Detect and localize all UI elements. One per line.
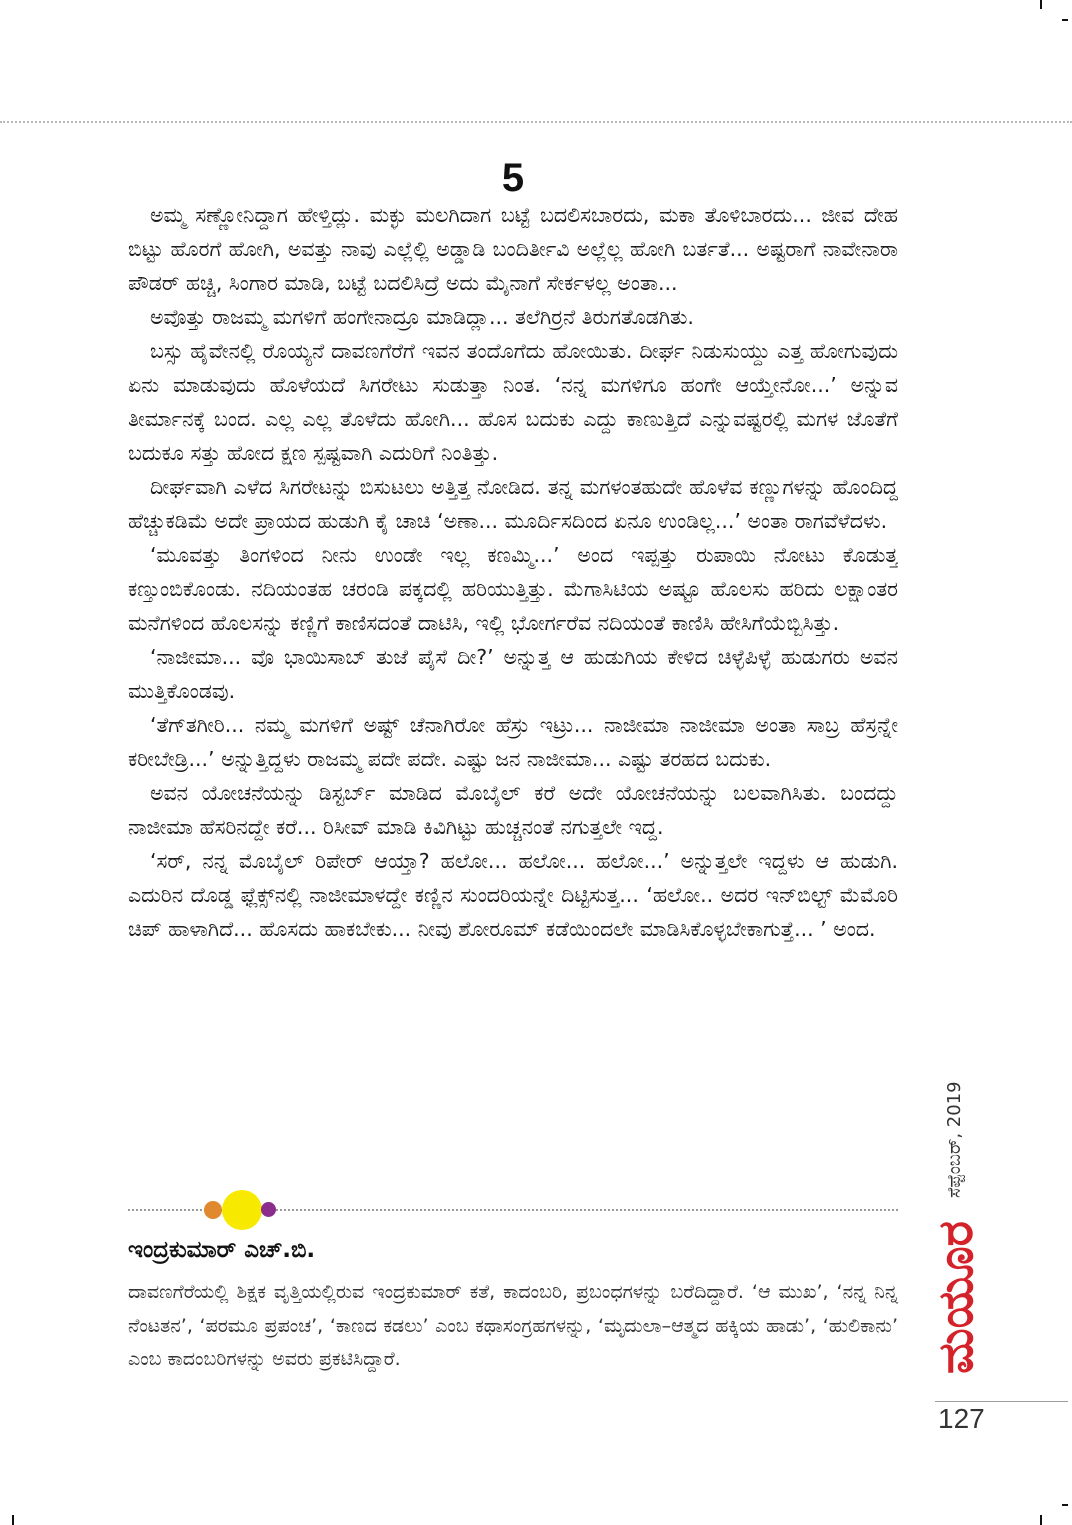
crop-mark-bottom-left — [12, 1515, 14, 1525]
crop-mark-right-top — [1062, 19, 1068, 21]
story-paragraph: ಅವೊತ್ತು ರಾಜಮ್ಮ ಮಗಳಿಗೆ ಹಂಗೇನಾದ್ರೂ ಮಾಡಿದ್ಲಾ... ತಲೆಗಿರ್ರನೆ ತಿರುಗತೊಡಗಿತು. — [150, 305, 694, 329]
crop-mark-right-bottom — [1062, 1504, 1068, 1506]
story-paragraph: ಅವನ ಯೋಚನೆಯನ್ನು ಡಿಸ್ಟರ್ಬ್ ಮಾಡಿದ ಮೊಬೈಲ್ ಕರೆ ಅದೇ ಯೋಚನೆಯನ್ನು ಬಲವಾಗಿಸಿತು. ಬಂದದ್ದು ನಾಜೀಮಾ ಹೆಸರಿನದ್ದೇ ಕರೆ... ರಿಸೀವ್ ಮಾಡಿ ಕಿವಿಗಿಟ್ಟು ಹುಚ್ಚನಂತೆ ನಗುತ್ತಲೇ ಇದ್ದ. — [128, 781, 898, 839]
story-paragraph: ಬಸ್ಸು ಹೈವೇನಲ್ಲಿ ರೊಯ್ಯನೆ ದಾವಣಗೆರೆಗೆ ಇವನ ತಂದೊಗೆದು ಹೋಯಿತು. ದೀರ್ಘ ನಿಡುಸುಯ್ದು ಎತ್ತ ಹೋಗುವುದು ಏನು ಮಾಡುವುದು ಹೊಳೆಯದೆ ಸಿಗರೇಟು ಸುಡುತ್ತಾ ನಿಂತ. ‘ನನ್ನ ಮಗಳಿಗೂ ಹಂಗೇ ಆಯ್ತೇನೋ...’ ಅನ್ನುವ ತೀರ್ಮಾನಕ್ಕೆ ಬಂದ. ಎಲ್ಲ ಎಲ್ಲ ತೊಳೆದು ಹೋಗಿ... ಹೊಸ ಬದುಕು ಎದ್ದು ಕಾಣುತ್ತಿದೆ ಎನ್ನುವಷ್ಟರಲ್ಲಿ ಮಗಳ ಜೊತೆಗೆ ಬದುಕೂ ಸತ್ತು ಹೋದ ಕ್ಷಣ ಸ್ಪಷ್ಟವಾಗಿ ಎದುರಿಗೆ ನಿಂತಿತ್ತು. — [128, 339, 898, 465]
story-body — [128, 198, 898, 1194]
top-dotted-rule — [0, 121, 1072, 123]
purple-dot-ornament — [261, 1202, 276, 1217]
page-number-rule — [935, 1401, 1068, 1402]
author-name: ಇಂದ್ರಕುಮಾರ್ ಎಚ್.ಬಿ. — [128, 1237, 316, 1263]
crop-mark-top — [1040, 0, 1042, 9]
issue-date: ಸೆಪ್ಟೆಂಬರ್, 2019 — [944, 1081, 965, 1199]
magazine-logo: ಮಯೂರ — [928, 1220, 984, 1374]
section-number: 5 — [501, 156, 525, 200]
yellow-dot-ornament — [222, 1190, 262, 1230]
story-paragraph: ‘ತೆಗ್‌ತಗೀರಿ... ನಮ್ಮ ಮಗಳಿಗೆ ಅಷ್ಟ್ ಚೆನಾಗಿರೋ ಹೆಸ್ರು ಇಟ್ರು... ನಾಜೀಮಾ ನಾಜೀಮಾ ಅಂತಾ ಸಾಬ್ರ ಹೆಸ್ರನ್ನೇ ಕರೀಬೇಡ್ರಿ...’ ಅನ್ನುತ್ತಿದ್ದಳು ರಾಜಮ್ಮ ಪದೇ ಪದೇ. ಎಷ್ಟು ಜನ ನಾಜೀಮಾ... ಎಷ್ಟು ತರಹದ ಬದುಕು. — [128, 713, 898, 771]
story-paragraph: ದೀರ್ಘವಾಗಿ ಎಳೆದ ಸಿಗರೇಟನ್ನು ಬಿಸುಟಲು ಅತ್ತಿತ್ತ ನೋಡಿದ. ತನ್ನ ಮಗಳಂತಹುದೇ ಹೊಳೆವ ಕಣ್ಣುಗಳನ್ನು ಹೊಂದಿದ್ದ ಹೆಚ್ಚುಕಡಿಮೆ ಅದೇ ಪ್ರಾಯದ ಹುಡುಗಿ ಕೈ ಚಾಚಿ ‘ಅಣಾ... ಮೂರ್ದಿಸದಿಂದ ಏನೂ ಉಂಡಿಲ್ಲ...’ ಅಂತಾ ರಾಗವೆಳೆದಳು. — [128, 475, 898, 533]
crop-mark-bottom-right — [1040, 1515, 1042, 1525]
story-paragraph: ‘ಸರ್, ನನ್ನ ಮೊಬೈಲ್ ರಿಪೇರ್ ಆಯ್ತಾ? ಹಲೋ... ಹಲೋ... ಹಲೋ...’ ಅನ್ನುತ್ತಲೇ ಇದ್ದಳು ಆ ಹುಡುಗಿ. ಎದುರಿನ ದೊಡ್ಡ ಫ್ಲೆಕ್ಸ್‌ನಲ್ಲಿ ನಾಜೀಮಾಳದ್ದೇ ಕಣ್ಣಿನ ಸುಂದರಿಯನ್ನೇ ದಿಟ್ಟಿಸುತ್ತ... ‘ಹಲೋ.. ಅದರ ಇನ್‌ಬಿಲ್ಟ್ ಮೆಮೊರಿ ಚಿಪ್ ಹಾಳಾಗಿದೆ... ಹೊಸದು ಹಾಕಬೇಕು... ನೀವು ಶೋರೂಮ್ ಕಡೆಯಿಂದಲೇ ಮಾಡಿಸಿಕೊಳ್ಳಬೇಕಾಗುತ್ತೆ... ’ ಅಂದ. — [128, 849, 898, 941]
story-paragraph: ‘ನಾಜೀಮಾ... ವೊ ಭಾಯಿಸಾಬ್ ತುಜೆ ಪೈಸೆ ದೀ?’ ಅನ್ನುತ್ತ ಆ ಹುಡುಗಿಯ ಕೇಳಿದ ಚಿಳ್ಳೆಪಿಳ್ಳೆ ಹುಡುಗರು ಅವನ ಮುತ್ತಿಕೊಂಡವು. — [128, 645, 898, 703]
story-paragraph: ಅಮ್ಮ ಸಣ್ಣೋನಿದ್ದಾಗ ಹೇಳ್ತಿದ್ಲು. ಮಕ್ಳು ಮಲಗಿದಾಗ ಬಟ್ಟೆ ಬದಲಿಸಬಾರದು, ಮಕಾ ತೊಳಿಬಾರದು... ಜೀವ ದೇಹ ಬಿಟ್ಟು ಹೊರಗೆ ಹೋಗಿ, ಅವತ್ತು ನಾವು ಎಲ್ಲೆಲ್ಲಿ ಅಡ್ಡಾಡಿ ಬಂದಿರ್ತೀವಿ ಅಲ್ಲೆಲ್ಲ ಹೋಗಿ ಬರ್ತತೆ... ಅಷ್ಟರಾಗೆ ನಾವೇನಾರಾ ಪೌಡರ್ ಹಚ್ಚಿ, ಸಿಂಗಾರ ಮಾಡಿ, ಬಟ್ಟೆ ಬದಲಿಸಿದ್ರೆ ಅದು ಮೈನಾಗೆ ಸೇರ್ಕಳಲ್ಲ ಅಂತಾ... — [128, 203, 898, 295]
story-paragraph: ‘ಮೂವತ್ತು ತಿಂಗಳಿಂದ ನೀನು ಉಂಡೇ ಇಲ್ಲ ಕಣಮ್ಮಿ...’ ಅಂದ ಇಪ್ಪತ್ತು ರುಪಾಯಿ ನೋಟು ಕೊಡುತ್ತ ಕಣ್ತುಂಬಿಕೊಂಡು. ನದಿಯಂತಹ ಚರಂಡಿ ಪಕ್ಕದಲ್ಲಿ ಹರಿಯುತ್ತಿತ್ತು. ಮೆಗಾಸಿಟಿಯ ಅಷ್ಟೂ ಹೊಲಸು ಹರಿದು ಲಕ್ಷಾಂತರ ಮನೆಗಳಿಂದ ಹೊಲಸನ್ನು ಕಣ್ಣಿಗೆ ಕಾಣಿಸದಂತೆ ದಾಟಿಸಿ, ಇಲ್ಲಿ ಭೋರ್ಗರೆವ ನದಿಯಂತೆ ಕಾಣಿಸಿ ಹೇಸಿಗೆಯೆಬ್ಬಿಸಿತ್ತು. — [128, 543, 898, 635]
page-number: 127 — [938, 1403, 985, 1434]
author-bio: ದಾವಣಗೆರೆಯಲ್ಲಿ ಶಿಕ್ಷಕ ವೃತ್ತಿಯಲ್ಲಿರುವ ಇಂದ್ರಕುಮಾರ್ ಕತೆ, ಕಾದಂಬರಿ, ಪ್ರಬಂಧಗಳನ್ನು ಬರೆದಿದ್ದಾರೆ. ‘ಆ ಮುಖ’, ‘ನನ್ನ ನಿನ್ನ ನೆಂಟತನ’, ‘ಪರಮೂ ಪ್ರಪಂಚ’, ‘ಕಾಣದ ಕಡಲು’ ಎಂಬ ಕಥಾಸಂಗ್ರಹಗಳನ್ನು, ‘ಮೃದುಲಾ–ಆತ್ಮದ ಹಕ್ಕಿಯ ಹಾಡು’, ‘ಹುಲಿಕಾನು’ ಎಂಬ ಕಾದಂಬರಿಗಳನ್ನು ಅವರು ಪ್ರಕಟಿಸಿದ್ದಾರೆ. — [128, 1281, 898, 1370]
orange-dot-ornament — [204, 1201, 222, 1219]
